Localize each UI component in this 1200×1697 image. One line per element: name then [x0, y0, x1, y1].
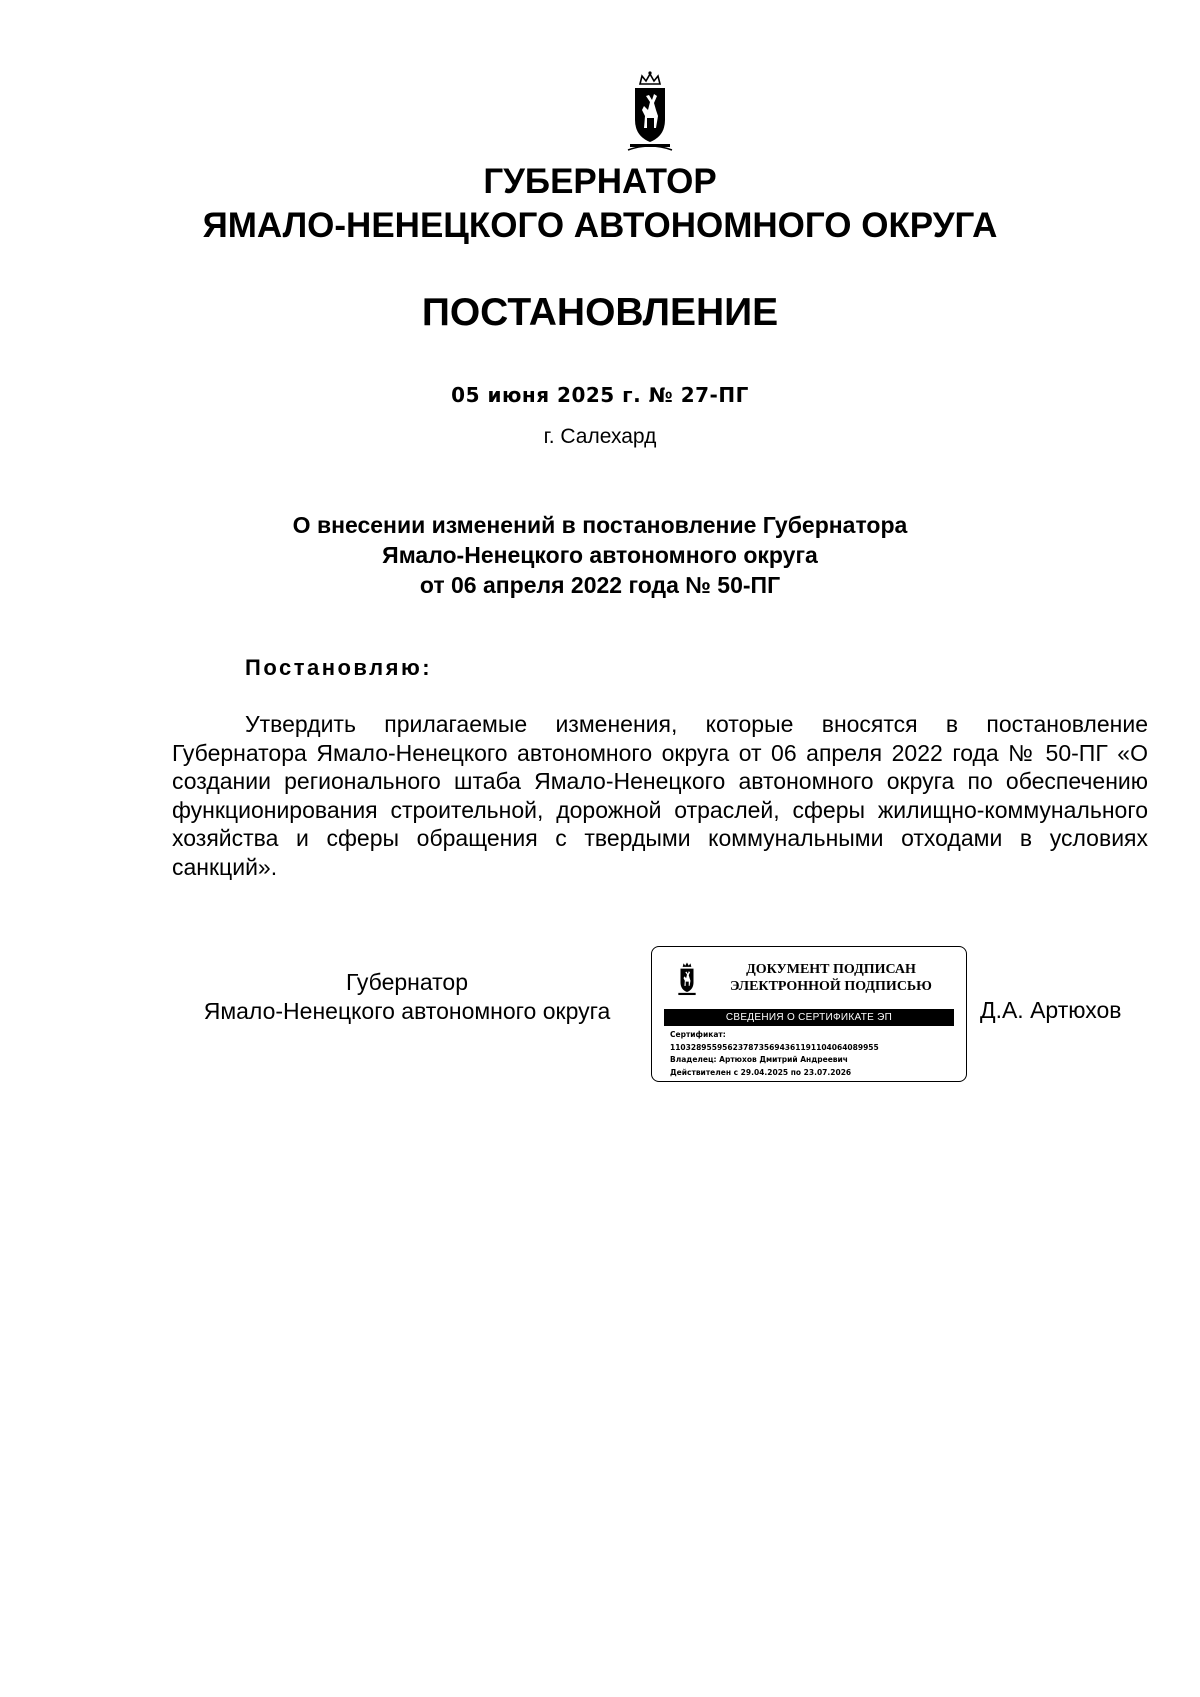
stamp-title-line1: ДОКУМЕНТ ПОДПИСАН	[746, 962, 916, 977]
certificate-number: 1103289559562378735694361191104064089955	[670, 1042, 879, 1052]
stamp-emblem-icon	[674, 959, 700, 999]
authority-title-line2: ЯМАЛО-НЕНЕЦКОГО АВТОНОМНОГО ОКРУГА	[202, 206, 998, 245]
certificate-owner: Владелец: Артюхов Дмитрий Андреевич	[670, 1055, 848, 1064]
subject-line1: О внесении изменений в постановление Губернатора	[292, 512, 908, 538]
electronic-signature-stamp	[651, 946, 967, 1082]
signer-name: Д.А. Артюхов	[980, 997, 1122, 1023]
coat-of-arms-emblem	[620, 70, 680, 154]
document-date-number: 05 июня 2025 г. № 27-ПГ	[451, 383, 749, 407]
decree-heading: Постановляю:	[245, 655, 433, 680]
document-type-title: ПОСТАНОВЛЕНИЕ	[421, 291, 779, 334]
signatory-position-line1: Губернатор	[345, 969, 469, 995]
stamp-title	[714, 961, 948, 995]
subject-line3: от 06 апреля 2022 года № 50-ПГ	[419, 572, 781, 598]
authority-title-line1: ГУБЕРНАТОР	[483, 162, 717, 201]
signatory-position	[172, 968, 642, 1026]
certificate-validity: Действителен с 29.04.2025 по 23.07.2026	[670, 1067, 852, 1077]
document-city: г. Салехард	[543, 425, 657, 448]
stamp-title-line2: ЭЛЕКТРОННОЙ ПОДПИСЬЮ	[730, 979, 932, 994]
stamp-certificate-bar: СВЕДЕНИЯ О СЕРТИФИКАТЕ ЭП	[664, 1009, 954, 1026]
certificate-label: Сертификат:	[670, 1030, 726, 1039]
issuing-authority	[0, 160, 1200, 248]
document-subject	[0, 510, 1200, 600]
stamp-certificate-info	[670, 1029, 960, 1079]
subject-line2: Ямало-Ненецкого автономного округа	[382, 542, 818, 568]
decree-body-paragraph: Утвердить прилагаемые изменения, которые вносятся в постановление Губернатора Ямало-Ненецкого автономного округа от 06 апреля 2022 года № 50-ПГ «О создании регионального штаба Ямало-Ненецкого автономного округа по обеспечению функционирования строительной, дорожной отраслей, сферы жилищно-коммунального хозяйства и сферы обращения с твердыми коммунальными отходами в условиях санкций».	[172, 711, 1148, 880]
signatory-position-line2: Ямало-Ненецкого автономного округа	[203, 998, 611, 1024]
